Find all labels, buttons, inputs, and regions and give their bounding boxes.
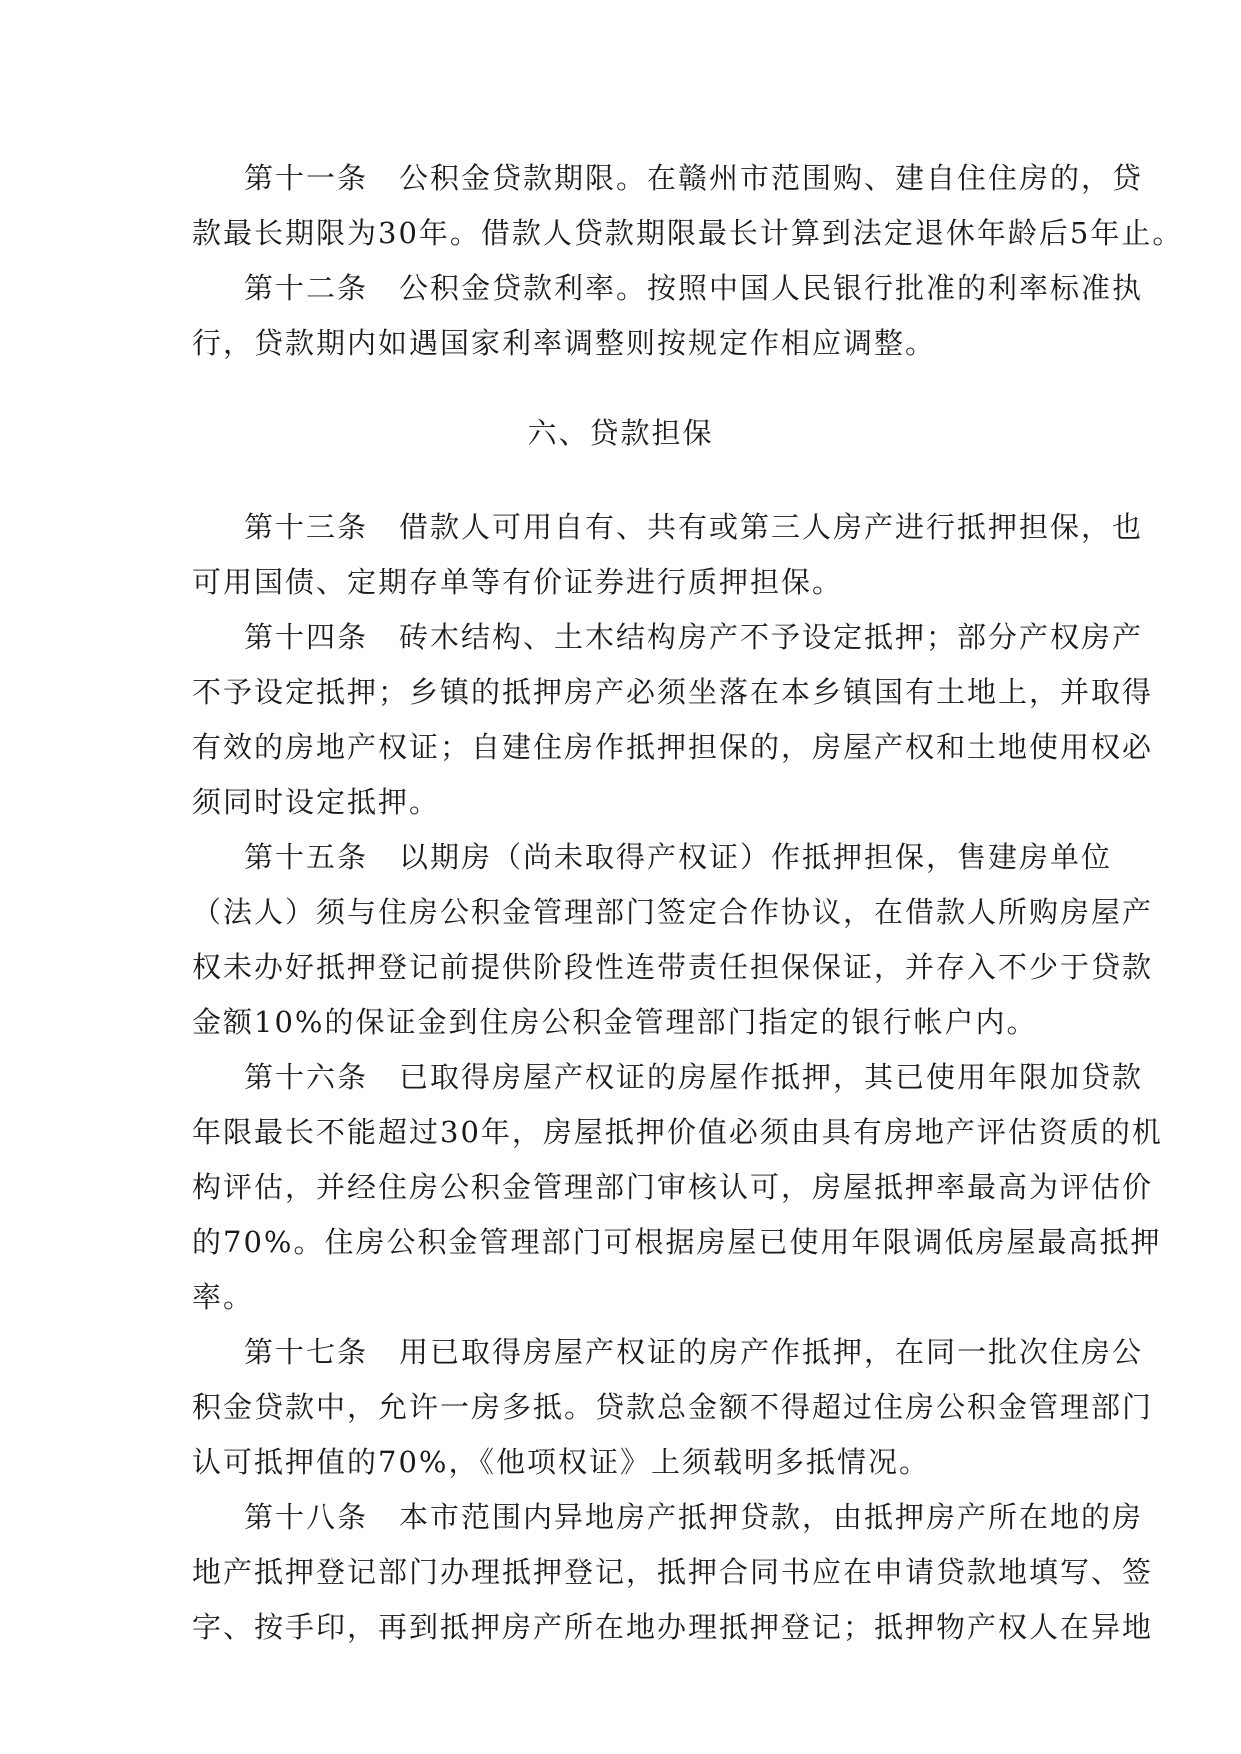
article-15-line-1: 第十五条 以期房（尚未取得产权证）作抵押担保，售建房单位: [244, 840, 1113, 874]
article-17-line-2: 积金贷款中，允许一房多抵。贷款总金额不得超过住房公积金管理部门: [192, 1390, 1154, 1424]
article-16-line-1: 第十六条 已取得房屋产权证的房屋作抵押，其已使用年限加贷款: [244, 1060, 1144, 1094]
article-18-line-2: 地产抵押登记部门办理抵押登记，抵押合同书应在申请贷款地填写、签: [192, 1555, 1154, 1589]
article-13-line-1: 第十三条 借款人可用自有、共有或第三人房产进行抵押担保，也: [244, 510, 1144, 544]
article-18-line-1: 第十八条 本市范围内异地房产抵押贷款，由抵押房产所在地的房: [244, 1500, 1144, 1534]
section-heading: 六、贷款担保: [527, 416, 714, 450]
article-12-line-2: 行，贷款期内如遇国家利率调整则按规定作相应调整。: [192, 326, 937, 360]
article-14-line-1: 第十四条 砖木结构、土木结构房产不予设定抵押；部分产权房产: [244, 620, 1144, 654]
article-18-line-3: 字、按手印，再到抵押房产所在地办理抵押登记；抵押物产权人在异地: [192, 1610, 1154, 1644]
article-14-line-2: 不予设定抵押；乡镇的抵押房产必须坐落在本乡镇国有土地上，并取得: [192, 675, 1154, 709]
article-17-line-1: 第十七条 用已取得房屋产权证的房产作抵押，在同一批次住房公: [244, 1335, 1144, 1369]
article-16-line-5: 率。: [192, 1280, 255, 1314]
article-13-line-2: 可用国债、定期存单等有价证券进行质押担保。: [192, 565, 844, 599]
article-11-line-2: 款最长期限为30年。借款人贷款期限最长计算到法定退休年龄后5年止。: [192, 216, 1184, 250]
article-12-line-1: 第十二条 公积金贷款利率。按照中国人民银行批准的利率标准执: [244, 271, 1144, 305]
article-16-line-2: 年限最长不能超过30年，房屋抵押价值必须由具有房地产评估资质的机: [192, 1115, 1163, 1149]
article-14-line-4: 须同时设定抵押。: [192, 785, 441, 819]
article-17-line-3: 认可抵押值的70%，《他项权证》上须载明多抵情况。: [192, 1445, 930, 1479]
article-16-line-4: 的70%。住房公积金管理部门可根据房屋已使用年限调低房屋最高抵押: [192, 1225, 1162, 1259]
article-11-line-1: 第十一条 公积金贷款期限。在赣州市范围购、建自住住房的，贷: [244, 161, 1144, 195]
article-15-line-4: 金额10%的保证金到住房公积金管理部门指定的银行帐户内。: [192, 1005, 1038, 1039]
article-16-line-3: 构评估，并经住房公积金管理部门审核认可，房屋抵押率最高为评估价: [192, 1170, 1154, 1204]
article-15-line-2: （法人）须与住房公积金管理部门签定合作协议，在借款人所购房屋产: [192, 895, 1154, 929]
article-14-line-3: 有效的房地产权证；自建住房作抵押担保的，房屋产权和土地使用权必: [192, 730, 1154, 764]
article-15-line-3: 权未办好抵押登记前提供阶段性连带责任担保保证，并存入不少于贷款: [192, 950, 1154, 984]
